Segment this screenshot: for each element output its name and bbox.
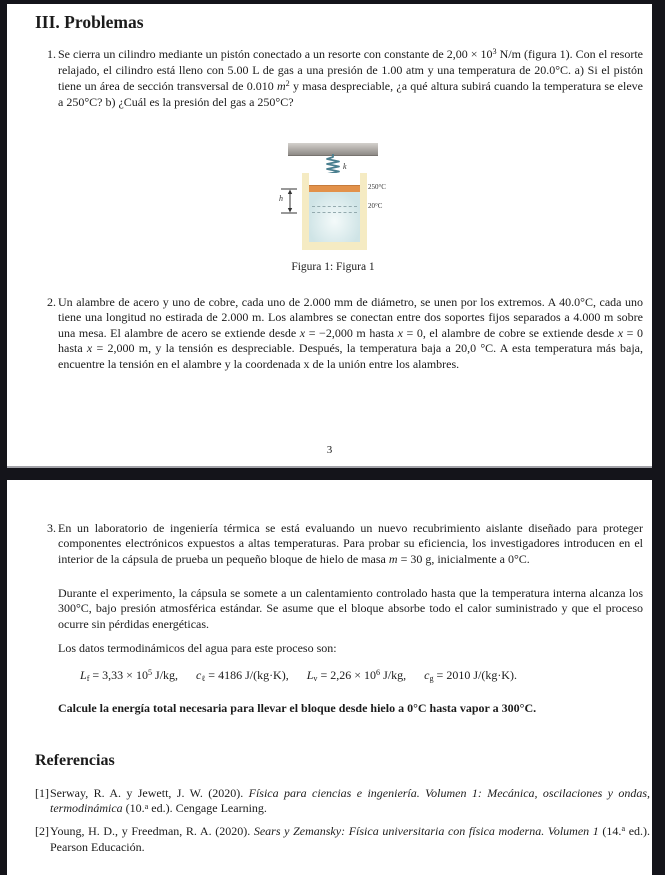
figure-caption: Figura 1: Figura 1	[291, 261, 375, 273]
section-title: III. Problemas	[35, 12, 144, 32]
pdf-page-2	[7, 480, 652, 875]
reference-item	[35, 824, 650, 856]
problem-number: 2.	[47, 295, 56, 309]
spring-constant-label: k	[343, 162, 347, 171]
task-statement: Calcule la energía total necesaria para llevar el bloque desde hielo a 0°C hasta vapor a 300°C.	[58, 701, 537, 715]
problem-item-1	[47, 47, 643, 111]
problem-text: Un alambre de acero y uno de cobre, cada uno de 2.000 mm de diámetro, se unen por los extremos. A 40.0°C, cada uno tiene una longitud no estirada de 2.000 m. Los alambres se conectan entre dos soportes fijos separados a 4.000 m sobre una mesa. El alambre de acero se extiende desde x = −2,000 m hasta x = 0, el alambre de cobre se extiende desde x = 0 hasta x = 2,000 m, y la tensión es despreciable. Después, la temperatura baja a 20,0 °C. A esta temperatura más baja, encuentre la tensión en el alambre y la coordenada x de la unión entre los alambres.	[58, 295, 644, 371]
initial-level-dash-line	[312, 212, 357, 213]
figure-gas	[309, 192, 360, 242]
formula-line: $L_f = 3,33 \times 10^5$ J/kg, $c_\ell = 4186$ J/(kg·K), $L_v = 2,26 \times 10^6$ J/kg, $c_g = 2010$ J/(kg·K).	[80, 668, 517, 684]
initial-level-dash-line	[312, 206, 357, 207]
reference-text: Serway, R. A. y Jewett, J. W. (2020). Física para ciencias e ingeniería. Volumen 1: Mecánica, oscilaciones y ondas, termodinámica (10.$^a$ ed.). Cengage Learning.	[50, 786, 651, 816]
problem-text: Se cierra un cilindro mediante un pistón conectado a un resorte con constante de $2,00 \times 10^3$ N/m (figura 1). Con el resorte relajado, el cilindro está lleno con 5.00 L de gas a una presión de 1.00 atm y una temperatura de 20.0°C. a) Si el pistón tiene un área de sección transversal de 0.010 $m^2$ y masa despreciable, ¿a qué altura subirá cuando la temperatura se eleve a 250°C? b) ¿Cuál es la presión del gas a 250°C?	[58, 47, 644, 110]
temp-high-label: 250°C	[368, 183, 386, 191]
problem-paragraph: Durante el experimento, la cápsula se somete a un calentamiento controlado hasta que la temperatura interna alcanza los 300°C, bajo presión atmosférica estándar. Se asume que el bloque absorbe todo el calor suministrado y que el proceso ocurre sin pérdidas energéticas.	[58, 586, 643, 631]
reference-text: Young, H. D., y Freedman, R. A. (2020). Sears y Zemansky: Física universitaria con física moderna. Volumen 1 (14.$^a$ ed.). Pearson Educación.	[50, 824, 651, 855]
reference-label: [2]	[35, 824, 49, 838]
page-number: 3	[326, 444, 333, 456]
problem-item-3	[47, 521, 643, 567]
height-label: h	[279, 194, 283, 203]
references-heading: Referencias	[35, 752, 115, 769]
reference-item	[35, 786, 650, 818]
problem-item-2	[47, 295, 643, 372]
problem-paragraph: Los datos termodinámicos del agua para este proceso son:	[58, 641, 337, 655]
problem-number: 1.	[47, 47, 56, 61]
problem-text: En un laboratorio de ingeniería térmica se está evaluando un nuevo recubrimiento aislante diseñado para proteger componentes electrónicos expuestos a altas temperaturas. Para probar su eficiencia, los investigadores introducen en el interior de la cápsula de prueba un pequeño bloque de hielo de masa m = 30 g, inicialmente a 0°C.	[58, 521, 643, 566]
temp-low-label: 20°C	[368, 202, 383, 210]
problem-number: 3.	[47, 521, 56, 535]
reference-label: [1]	[35, 786, 49, 800]
pdf-page-1	[7, 4, 652, 468]
